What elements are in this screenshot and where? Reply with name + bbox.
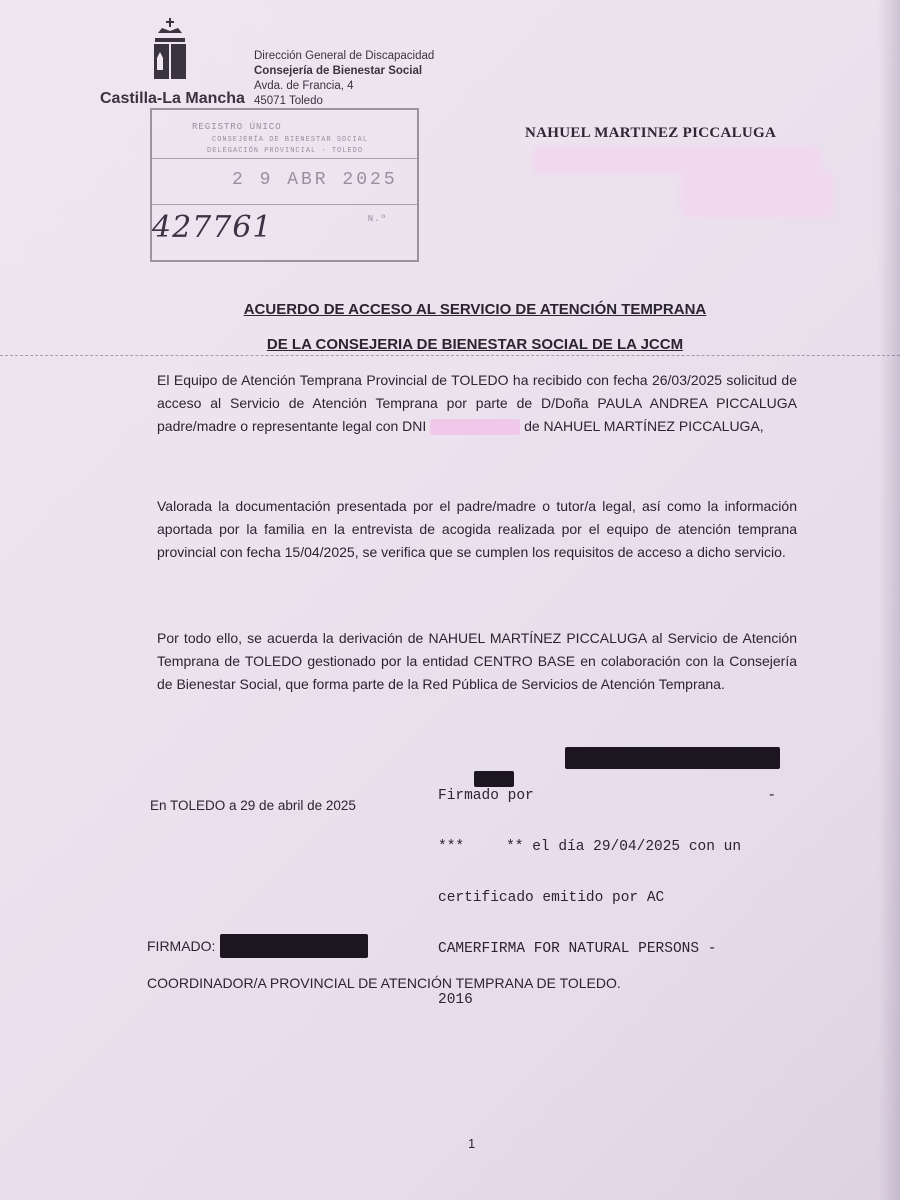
redacted-address (680, 170, 835, 218)
firmado-label: FIRMADO: (147, 938, 216, 954)
stamp-divider (152, 158, 417, 159)
redacted-signer-name (565, 747, 780, 769)
sender-address (254, 49, 434, 109)
fold-line (0, 355, 900, 356)
address-line: Consejería de Bienestar Social (254, 65, 423, 77)
address-line: 45071 Toledo (254, 95, 323, 107)
paragraph-request (157, 369, 797, 438)
page-number: 1 (468, 1136, 476, 1151)
stamp-sub-text: DELEGACIÓN PROVINCIAL · TOLEDO (207, 147, 364, 155)
redacted-signer-id (474, 771, 514, 787)
castle-crest-icon (146, 18, 194, 84)
address-line: Dirección General de Discapacidad (254, 50, 435, 62)
document-title: ACUERDO DE ACCESO AL SERVICIO DE ATENCIÓN TEMPRANA (243, 301, 707, 318)
address-line: Avda. de Francia, 4 (254, 80, 354, 92)
paragraph-referral: Por todo ello, se acuerda la derivación de NAHUEL MARTÍNEZ PICCALUGA al Servicio de Atención Temprana de TOLEDO gestionado por la entidad CENTRO BASE en colaboración con la Consejería de Bienestar Social, que forma parte de la Red Pública de Servicios de Atención Temprana. (157, 630, 797, 692)
stamp-sub-text: CONSEJERÍA DE BIENESTAR SOCIAL (212, 136, 369, 144)
stamp-divider (152, 204, 417, 205)
logo-text: Castilla-La Mancha (100, 90, 245, 107)
recipient-name: NAHUEL MARTINEZ PICCALUGA (525, 125, 777, 141)
signature-line: *** ** el día 29/04/2025 con un (438, 839, 742, 855)
paragraph-assessment: Valorada la documentación presentada por el padre/madre o tutor/a legal, así como la información aportada por la familia en la entrevista de acogida realizada por el equipo de atención temprana provincial con fecha 15/04/2025, se verifica que se cumplen los requisitos de acceso a dicho servicio. (157, 498, 797, 560)
coordinator-title: COORDINADOR/A PROVINCIAL DE ATENCIÓN TEMPRANA DE TOLEDO. (147, 975, 621, 991)
signature-line: certificado emitido por AC (438, 890, 665, 906)
paragraph-text: El Equipo de Atención Temprana Provincial de TOLEDO ha recibido con fecha 26/03/2025 solicitud de acceso al Servicio de Atención Temprana por parte de D/Doña PAULA ANDREA PICCALUGA padre/madre o representante legal con DNI (157, 372, 797, 434)
paper-edge-shadow (878, 0, 900, 1200)
stamp-top-text: REGISTRO ÚNICO (192, 122, 282, 132)
stamp-date: 2 9 ABR 2025 (232, 170, 398, 190)
signature-line: 2016 (438, 992, 473, 1008)
place-date: En TOLEDO a 29 de abril de 2025 (150, 798, 356, 813)
registry-number: 427761 (152, 210, 273, 245)
redacted-dni (430, 419, 520, 435)
registry-stamp (150, 108, 419, 262)
paragraph-text: de NAHUEL MARTÍNEZ PICCALUGA, (524, 418, 764, 434)
signature-line: Firmado por - (438, 788, 777, 804)
document-title: DE LA CONSEJERIA DE BIENESTAR SOCIAL DE LA JCCM (266, 336, 684, 353)
redacted-signer (220, 934, 368, 958)
signature-line: CAMERFIRMA FOR NATURAL PERSONS - (438, 941, 717, 957)
stamp-number-label: N.º (367, 214, 387, 224)
